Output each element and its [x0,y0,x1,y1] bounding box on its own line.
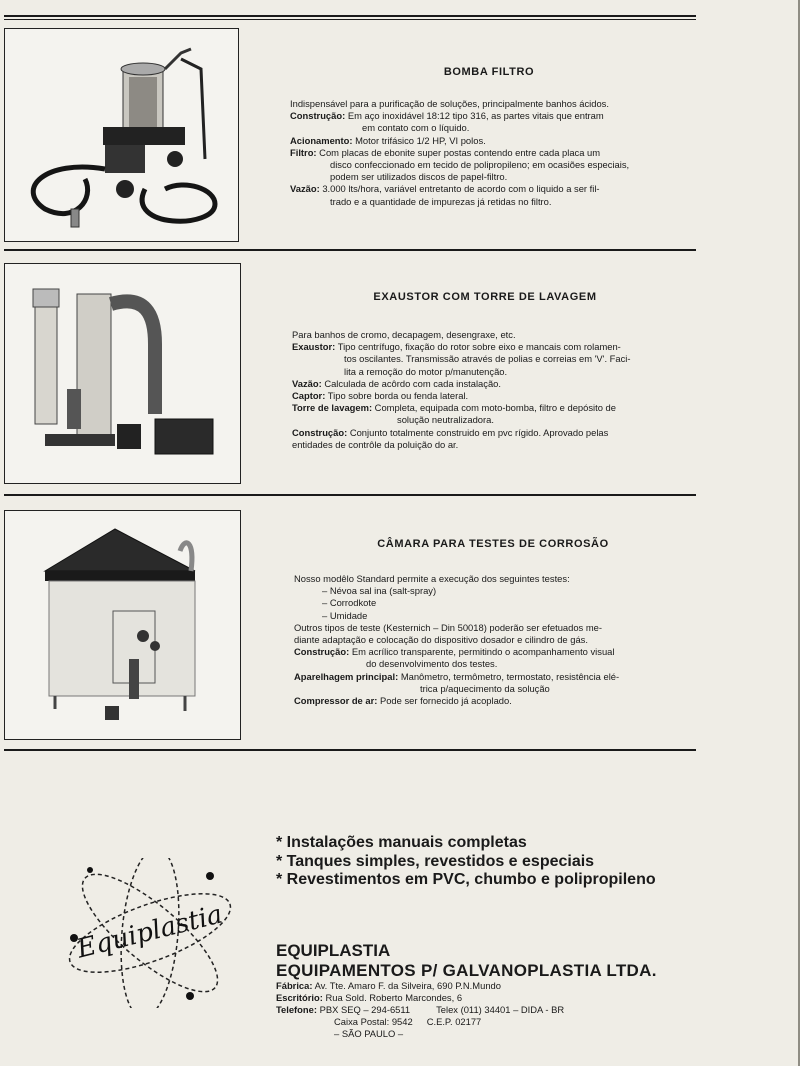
company-address [276,980,564,1040]
s2-exaustor-line-1: Tipo centrífugo, fixação do rotor sobre eixo e mancais com rolamen- [337,341,621,353]
s1-vazao-line-2: trado e a quantidade de impurezas já retidas no filtro. [330,195,552,207]
s2-construcao-line-2: entidades de contrôle da poluição do ar. [292,438,459,450]
top-rule [4,15,696,17]
s3-aparelhagem-line-2: trica p/aquecimento da solução [420,682,550,694]
s3-bullet-1: – Névoa sal ina (salt-spray) [322,585,437,597]
s2-label-vazao: Vazão: [292,377,322,389]
s3-label-compressor: Compressor de ar: [294,695,378,707]
feature-item-2: * Tanques simples, revestidos e especiais [276,852,595,870]
photo-exaustor [4,263,241,484]
section2-body [292,329,702,451]
s3-construcao-line-2: do desenvolvimento dos testes. [366,658,498,670]
s2-label-construcao: Construção: [292,426,348,438]
s2-construcao-line-1: Conjunto totalmente construido em pvc rígido. Aprovado pelas [349,426,609,438]
logo-wordmark: Equiplastia [73,899,226,965]
s1-filtro-line-2: disco confeccionado em tecido de polipropileno; em ocasiões especiais, [330,159,630,171]
photo-bomba-filtro [4,28,239,242]
photo-camara [4,510,241,740]
exhaust-illustration [5,264,240,483]
section2-title: EXAUSTOR COM TORRE DE LAVAGEM [373,291,597,303]
s3-bullet-3: – Umidade [322,609,368,621]
company-full-name: EQUIPAMENTOS P/ GALVANOPLASTIA LTDA. [276,961,657,980]
city: – SÃO PAULO – [334,1028,404,1039]
section1-intro: Indispensável para a purificação de soluções, principalmente banhos ácidos. [290,98,609,109]
s2-captor-line: Tipo sobre borda ou fenda lateral. [327,390,469,402]
s2-label-exaustor: Exaustor: [292,341,336,353]
s3-label-aparelhagem: Aparelhagem principal: [294,670,399,682]
s1-acionamento-line: Motor trifásico 1/2 HP, VI polos. [355,134,486,146]
phone-number: PBX SEQ – 294-6511 [319,1004,411,1015]
s1-label-acionamento: Acionamento: [290,134,353,146]
company-name: EQUIPLASTIA [276,941,391,960]
pump-illustration [5,29,238,241]
s3-bullet-2: – Corrodkote [322,597,377,609]
section3-title: CÂMARA PARA TESTES DE CORROSÃO [377,538,609,550]
office-label: Escritório: [276,992,323,1003]
s2-torre-line-1: Completa, equipada com moto-bomba, filtro e depósito de [374,402,616,414]
section1-title: BOMBA FILTRO [443,66,535,78]
atom-logo-icon [60,858,240,1008]
section1-body [290,98,700,208]
factory-label: Fábrica: [276,980,313,991]
telex-number: Telex (011) 34401 – DIDA - BR [436,1004,565,1015]
s3-label-construcao: Construção: [294,646,350,658]
phone-label: Telefone: [276,1004,317,1015]
section3-intro: Nosso modêlo Standard permite a execução dos seguintes testes: [294,573,570,584]
feature-item-1: * Instalações manuais completas [276,834,527,851]
factory-address: Av. Tte. Amaro F. da Silveira, 690 P.N.Mundo [314,980,501,991]
s1-filtro-line-3: podem ser utilizados discos de papel-filtro. [330,171,508,183]
section-divider-3 [4,749,696,751]
s2-label-torre: Torre de lavagem: [292,402,373,414]
chamber-illustration [5,511,240,739]
s2-exaustor-line-2: tos oscilantes. Transmissão através de polias e correias em 'V'. Faci- [344,353,631,365]
po-box: Caixa Postal: 9542 [334,1016,413,1027]
s3-para-line-1: Outros tipos de teste (Kesternich – Din 50018) poderão ser efetuados me- [294,621,602,633]
office-address: Rua Sold. Roberto Marcondes, 6 [325,992,463,1003]
s1-filtro-line-1: Com placas de ebonite super postas contendo entre cada placa um [319,146,601,158]
s1-label-vazao: Vazão: [290,183,320,195]
s1-construcao-line-2: em contato com o líquido. [362,122,470,134]
s2-exaustor-line-3: lita a remoção do motor p/manutenção. [344,365,508,377]
feature-item-3: * Revestimentos em PVC, chumbo e polipropileno [276,871,656,888]
equiplastia-logo [60,858,240,1008]
s1-construcao-line-1: Em aço inoxidável 18:12 tipo 316, as partes vitais que entram [347,110,604,122]
s1-label-filtro: Filtro: [290,146,317,158]
section-divider-2 [4,494,696,496]
cep: C.E.P. 02177 [426,1016,482,1027]
s2-torre-line-2: solução neutralizadora. [397,414,494,426]
s3-construcao-line-1: Em acrílico transparente, permitindo o acompanhamento visual [351,646,615,658]
s1-label-construcao: Construção: [290,110,346,122]
top-rule-thin [4,19,696,20]
s2-label-captor: Captor: [292,390,326,402]
s3-aparelhagem-line-1: Manômetro, termômetro, termostato, resistência elé- [400,670,620,682]
section2-intro: Para banhos de cromo, decapagem, desengraxe, etc. [292,329,516,340]
s1-vazao-line-1: 3.000 lts/hora, variável entretanto de acordo com o liquido a ser fil- [322,183,600,195]
s3-compressor-line: Pode ser fornecido já acoplado. [379,695,512,707]
feature-list [276,834,656,890]
s3-para-line-2: diante adaptação e colocação do dispositivo dosador e cilindro de gás. [294,634,588,646]
s2-vazao-line: Calculada de acôrdo com cada instalação. [324,377,501,389]
section-divider-1 [4,249,696,251]
section3-body [294,573,704,707]
